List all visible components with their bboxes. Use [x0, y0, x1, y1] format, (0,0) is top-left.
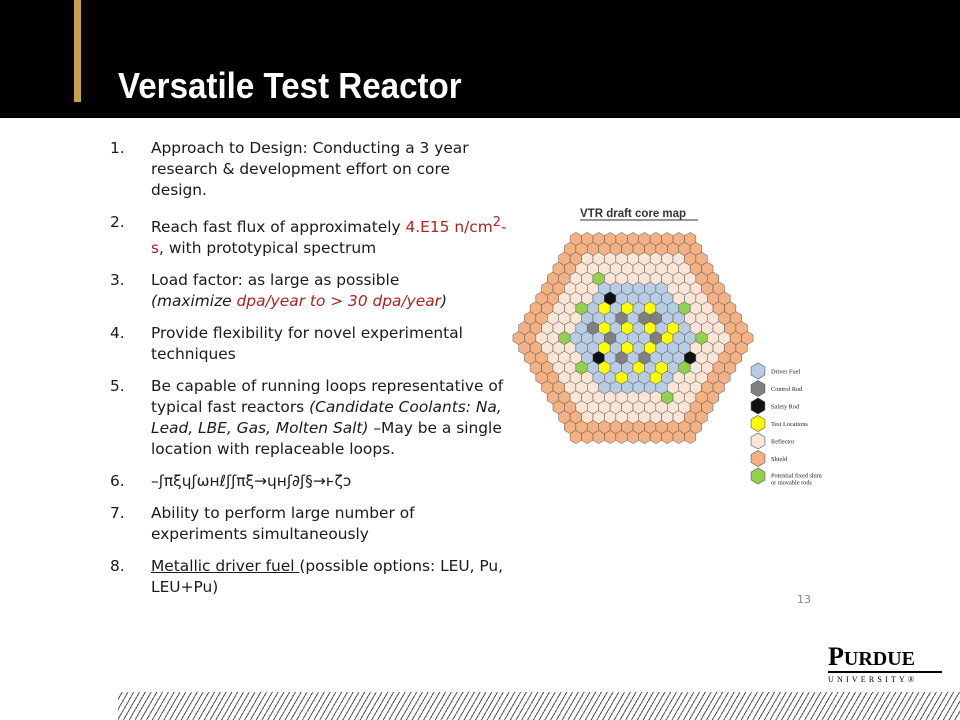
item-text-underlined: Metallic driver fuel — [151, 557, 300, 576]
item-text: , with prototypical spectrum — [159, 239, 377, 258]
core-map-figure — [510, 195, 830, 490]
item-number: 8. — [110, 557, 125, 576]
item-text: Ability to perform large number of experiments simultaneously — [151, 504, 415, 544]
slide-number: 13 — [797, 593, 811, 606]
list-item — [110, 212, 510, 259]
list-item — [110, 471, 510, 492]
dpa-target: dpa/year to > 30 dpa/year — [236, 292, 442, 311]
legend-swatch — [751, 363, 765, 379]
coolants-text: (Candidate Coolants: Na, Lead, LBE, Gas, Molten Salt) — [151, 398, 502, 438]
list-item — [110, 138, 510, 201]
list-item — [110, 376, 510, 460]
legend-swatch — [751, 381, 765, 397]
list-item — [110, 556, 510, 598]
logo-rule — [828, 671, 942, 673]
legend-label: Test Locations — [771, 421, 808, 428]
item-italic: (maximize — [151, 292, 237, 311]
logo-wordmark: PURDUE — [828, 642, 916, 671]
content-list — [110, 138, 510, 609]
item-number: 6. — [110, 472, 125, 491]
item-text: –ʃπξɥʃωʜℓʃʃπξ→ɥʜʃ∂ʃ§→ͱζɔ — [151, 472, 352, 491]
item-number: 2. — [110, 213, 125, 231]
item-number: 4. — [110, 324, 125, 343]
core-map-legend — [751, 363, 822, 487]
legend-swatch — [751, 433, 765, 449]
item-number: 3. — [110, 271, 125, 290]
item-number: 7. — [110, 504, 125, 523]
item-text: Load factor: as large as possible — [151, 271, 400, 290]
item-number: 1. — [110, 139, 125, 157]
item-text: Be capable of running loops representative of typical fast reactors — [151, 377, 504, 417]
item-text: Approach to Design: Conducting a 3 year research & development effort on core design. — [151, 139, 469, 199]
hex-grid — [513, 232, 753, 443]
slide-title: Versatile Test Reactor — [118, 65, 462, 106]
item-italic: ) — [441, 292, 448, 311]
flux-exponent: 2 — [492, 215, 501, 230]
list-item — [110, 503, 510, 545]
legend-label: Safety Rod — [771, 403, 800, 411]
list-item — [110, 323, 510, 365]
item-text: Reach fast flux of approximately — [151, 218, 406, 237]
gold-accent-bar — [74, 0, 81, 102]
item-number: 5. — [110, 377, 125, 396]
list-item — [110, 270, 510, 312]
legend-swatch — [751, 451, 765, 467]
legend-label: Driver Fuel — [771, 368, 801, 376]
core-map-title: VTR draft core map — [580, 208, 687, 220]
flux-value: 4.E15 n/cm — [405, 218, 493, 237]
legend-label: Reflector — [771, 438, 795, 446]
purdue-logo — [828, 644, 946, 684]
flux-unit: -s — [151, 218, 507, 258]
legend-swatch — [751, 398, 765, 414]
legend-label: Control Rod — [771, 386, 803, 393]
legend-swatch — [751, 468, 765, 484]
logo-university: UNIVERSITY® — [828, 675, 918, 684]
legend-label: Potential fixed shim or movable rods — [771, 472, 822, 487]
legend-label: Shield — [771, 456, 788, 463]
item-text: (possible options: LEU, Pu, LEU+Pu) — [151, 557, 504, 597]
item-text: Provide flexibility for novel experimental techniques — [151, 324, 463, 364]
legend-swatch — [751, 416, 765, 432]
item-text: –May be a single location with replaceable loops. — [151, 419, 502, 459]
hatched-footer-band — [118, 692, 960, 720]
